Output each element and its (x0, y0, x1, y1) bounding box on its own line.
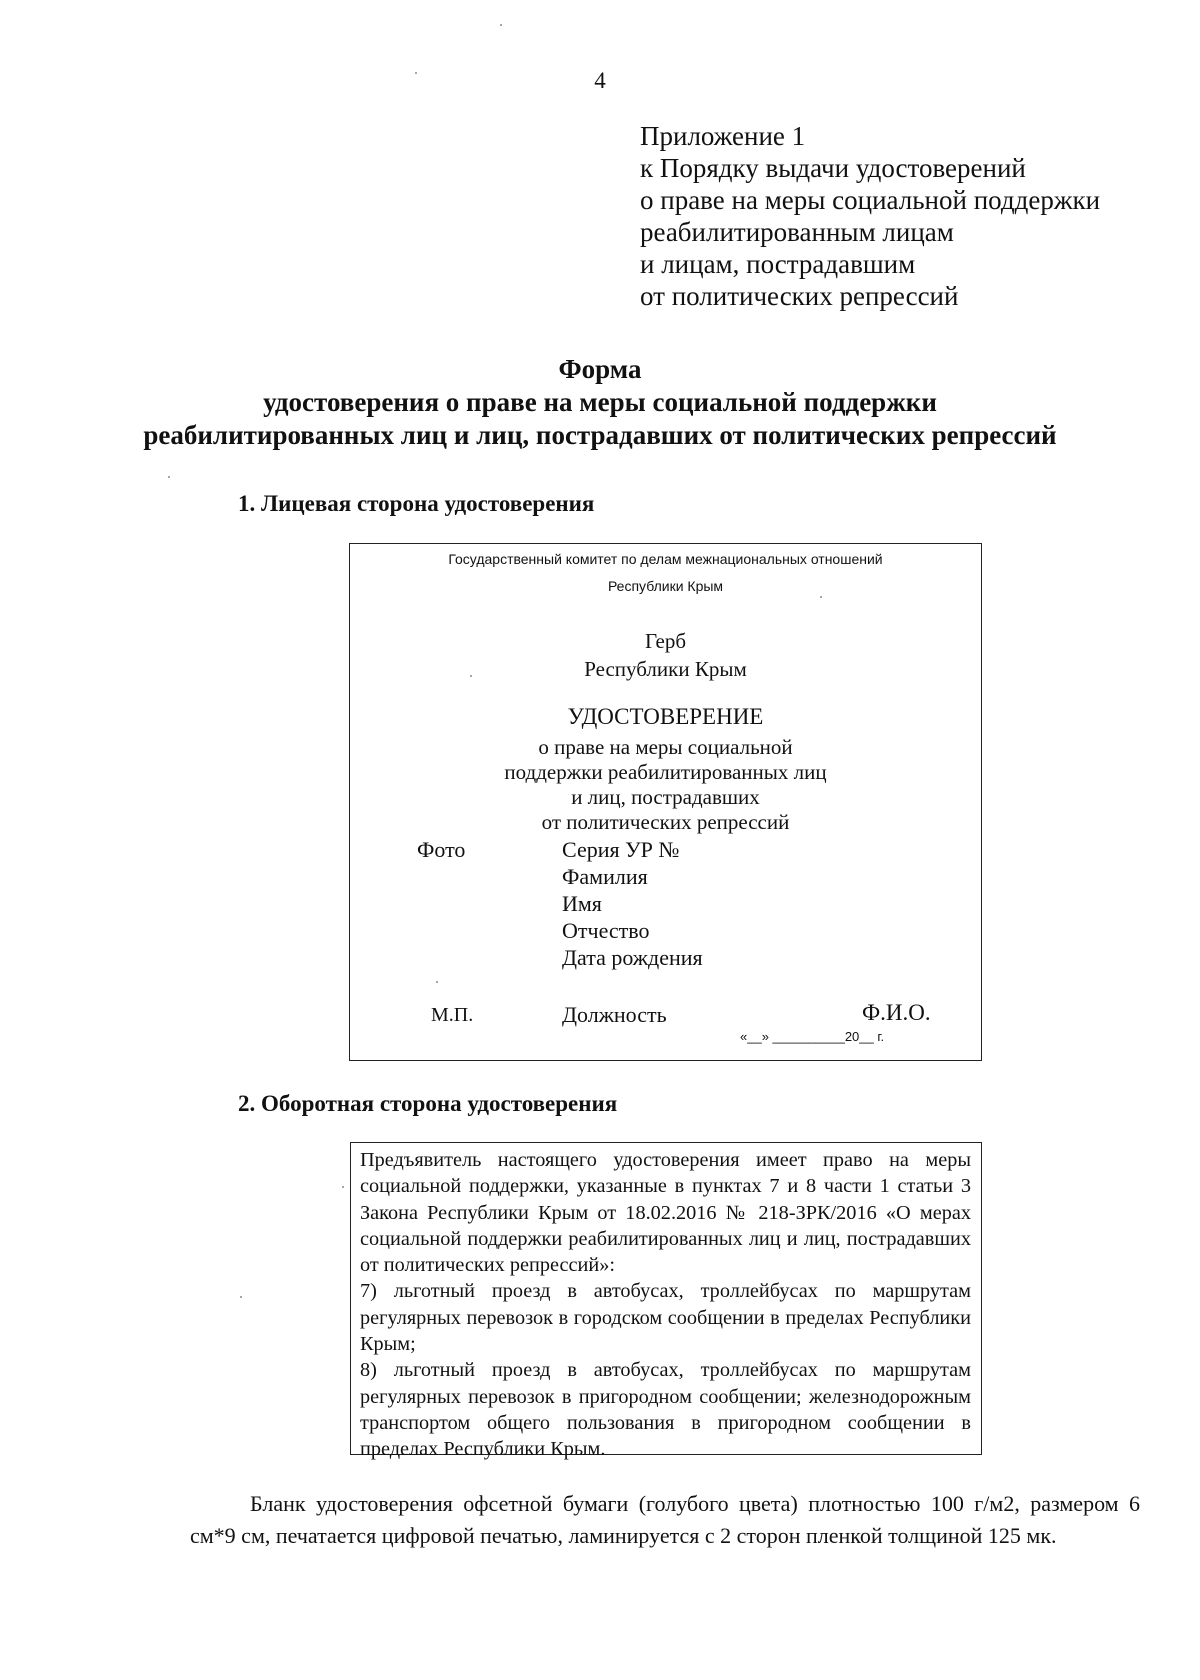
annex-line: Приложение 1 (640, 121, 806, 151)
stamp-label: М.П. (431, 1004, 474, 1026)
date-line: «__» __________20__ г. (740, 1029, 885, 1044)
scan-speck (415, 72, 417, 74)
back-item-8: 8) льготный проезд в автобусах, троллейбусах по маршрутам регулярных перевозок в пригородном сообщении; железнодорожным транспортом общего пользования в пригородном сообщении в пределах Республики Крым. (360, 1359, 971, 1461)
scan-speck (820, 596, 822, 598)
back-intro: Предъявитель настоящего удостоверения имеет право на меры социальной поддержки, указанные в пунктах 7 и 8 части 1 статьи 3 Закона Республики Крым от 18.02.2016 № 218-ЗРК/2016 «О мерах социальной поддержки реабилитированных лиц и лиц, пострадавших от политических репрессий»: (360, 1149, 971, 1277)
back-side-card (350, 1142, 982, 1461)
doc-subtitle: и лиц, пострадавших (571, 785, 760, 809)
doc-title: УДОСТОВЕРЕНИЕ (567, 704, 764, 729)
scan-speck (500, 24, 502, 26)
committee-line: Республики Крым (607, 578, 724, 594)
emblem-placeholder: Герб (644, 629, 687, 653)
scan-speck (436, 981, 438, 983)
form-title (0, 353, 1200, 452)
annex-line: и лицам, пострадавшим (640, 249, 916, 279)
doc-subtitle: от политических репрессий (541, 810, 790, 834)
section-heading-front: 1. Лицевая сторона удостоверения (238, 491, 595, 516)
blank-specification: Бланк удостоверения офсетной бумаги (голубого цвета) плотностью 100 г/м2, размером 6 см*9 см, печатается цифровой печатью, ламинируется с 2 сторон пленкой толщиной 125 мк. (190, 1491, 1140, 1548)
back-item-7: 7) льготный проезд в автобусах, троллейбусах по маршрутам регулярных перевозок в городском сообщении в пределах Республики Крым; (360, 1280, 971, 1356)
scan-speck (168, 476, 170, 478)
doc-subtitle: о праве на меры социальной (538, 735, 793, 759)
field-label: Отчество (562, 918, 650, 943)
annex-line: реабилитированным лицам (640, 217, 954, 247)
annex-block (640, 120, 1160, 312)
scan-speck (240, 1296, 242, 1298)
position-label: Должность (562, 1002, 667, 1027)
committee-line: Государственный комитет по делам межнациональных отношений (448, 551, 883, 567)
section-heading-back: 2. Оборотная сторона удостоверения (238, 1091, 618, 1116)
scan-speck (342, 1186, 344, 1188)
scan-speck (470, 675, 472, 677)
field-label: Фамилия (562, 864, 648, 889)
form-title-line: Форма (558, 354, 642, 384)
photo-label: Фото (417, 837, 466, 862)
annex-line: к Порядку выдачи удостоверений (640, 153, 1026, 183)
annex-line: от политических репрессий (640, 281, 959, 311)
front-side-card (349, 543, 982, 1061)
field-label: Имя (562, 891, 602, 916)
page-number: 4 (594, 68, 606, 93)
fio-label: Ф.И.О. (862, 1000, 931, 1025)
field-label: Дата рождения (562, 945, 703, 970)
form-title-line: удостоверения о праве на меры социальной поддержки (263, 387, 937, 417)
emblem-placeholder: Республики Крым (584, 657, 747, 681)
annex-line: о праве на меры социальной поддержки (640, 185, 1101, 215)
field-label: Серия УР № (562, 837, 680, 862)
form-title-line: реабилитированных лиц и лиц, пострадавших от политических репрессий (143, 420, 1057, 450)
doc-subtitle: поддержки реабилитированных лиц (504, 760, 827, 784)
